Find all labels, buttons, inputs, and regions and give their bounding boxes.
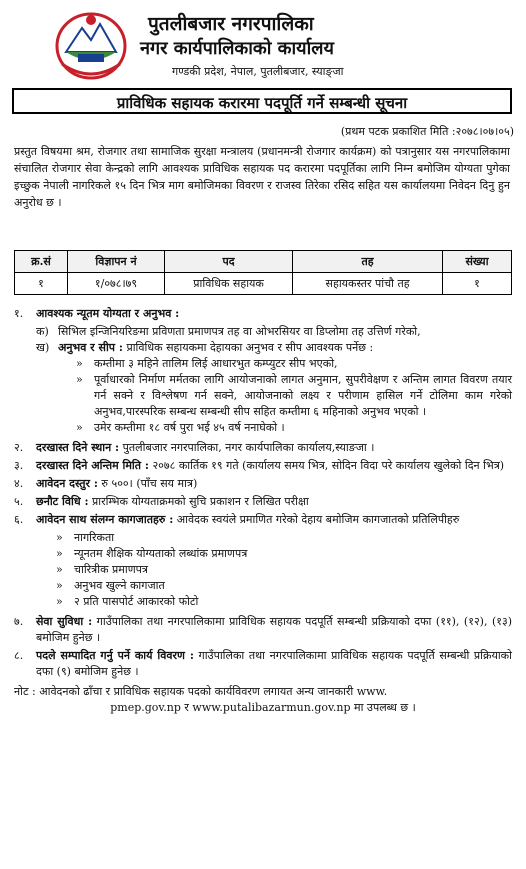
sub-label: क) [36, 325, 49, 338]
header-sn: क्र.सं [15, 251, 68, 273]
section-title: दरखास्त दिने अन्तिम मिति : [36, 459, 149, 472]
section-title: छनौट विधि : [36, 495, 89, 508]
section-title: आवेदन साथ संलग्न कागजातहरु : [36, 513, 174, 526]
section-number: १. [14, 307, 24, 320]
bullet-icon: » [76, 357, 83, 370]
footer-note [14, 684, 512, 716]
office-address: गण्डकी प्रदेश, नेपाल, पुतलीबजार, स्याङ्जा [172, 65, 344, 78]
section-number: ४. [14, 477, 24, 490]
municipality-name: पुतलीबजार नगरपालिका [148, 13, 314, 35]
published-date: (प्रथम पटक प्रकाशित मिति :२०७८।०७।०५) [340, 125, 514, 138]
list-item [56, 530, 512, 546]
sub-text: प्राविधिक सहायकमा देहायका अनुभव र सीप आवश्यक पर्नेछ : [122, 341, 374, 354]
section-text: २०७८ कार्तिक १९ गते (कार्यालय समय भित्र, सोदिन विदा परे कार्यालय खुलेको दिन भित्र) [148, 459, 505, 472]
header-ad-no: विज्ञापन नं [68, 251, 165, 273]
section-number: ३. [14, 459, 24, 472]
section-documents [14, 512, 512, 528]
section-facilities [14, 614, 512, 646]
bullet-icon: » [76, 373, 83, 386]
section-fee [14, 476, 512, 492]
intro-paragraph: प्रस्तुत विषयमा श्रम, रोजगार तथा सामाजिक सुरक्षा मन्त्रालय (प्रधानमन्त्री रोजगार कार्यक्रम) को पत्रानुसार यस नगरपालिकामा संचालित रोजगार सेवा केन्द्रको लागि आवश्यक प्राविधिक सहायक पद करारमा पदपूर्तिका लागि निम्न बमोजिम योग्यता पुगेका इच्छुक नेपाली नागरिकले १५ दिन भित्र माग बमोजिमका विवरण र राजस्व तिरेका रसिद सहित यस कार्यालयमा निवेदन दिनु हुन अनुरोध छ । [14, 145, 510, 209]
list-item-text: उमेर कम्तीमा १८ वर्ष पुरा भई ४५ वर्ष ननाघेको । [94, 421, 285, 434]
section-title: सेवा सुविधा : [36, 615, 93, 628]
section-text: गाउँपालिका तथा नगरपालिकामा प्राविधिक सहायक पदपूर्ति सम्बन्धी प्रक्रियाको दफा (११), (१२), (१३) बमोजिम हुनेछ । [36, 615, 512, 644]
cell-sn: १ [15, 273, 68, 295]
bullet-icon: » [56, 531, 63, 544]
list-item [56, 594, 512, 610]
list-item [56, 562, 512, 578]
bullet-icon: » [56, 595, 63, 608]
section-title: आवश्यक न्यूतम योग्यता र अनुभव : [36, 307, 180, 320]
office-name: नगर कार्यपालिकाको कार्यालय [140, 38, 334, 59]
section-text: पुतलीबजार नगरपालिका, नगर कार्यपालिका कार्यालय,स्याङजा । [119, 441, 375, 454]
list-item-text: अनुभव खुल्ने कागजात [74, 579, 165, 592]
qualification-b [36, 340, 512, 356]
table-header-row [15, 251, 512, 273]
section-text: रु ५००। (पाँच सय मात्र) [97, 477, 198, 490]
section-number: ७. [14, 615, 24, 628]
list-item-text: नागरिकता [74, 531, 115, 544]
section-number: ८. [14, 649, 24, 662]
note-line-1: नोट : आवेदनको ढाँचा र प्राविधिक सहायक पदको कार्यविवरण लगायत अन्य जानकारी www. [14, 685, 388, 698]
section-title: आवेदन दस्तुर : [36, 477, 98, 490]
section-number: २. [14, 441, 24, 454]
section-job-description [14, 648, 512, 680]
list-item [56, 578, 512, 594]
sub-title: अनुभव र सीप : [58, 341, 123, 354]
note-line-2: pmep.gov.np र www.putalibazarmun.gov.np मा उपलब्ध छ । [110, 701, 416, 714]
section-text: प्रारम्भिक योग्यताक्रमको सुचि प्रकाशन र लिखित परीक्षा [88, 495, 309, 508]
vacancy-table [14, 250, 512, 295]
section-location [14, 440, 512, 456]
section-qualification [14, 306, 512, 322]
list-item-text: पूर्वाधारको निर्माण मर्मतका लागि आयोजनाको लागत अनुमान, सुपरीवेक्षण र अन्तिम लागत विवरण तयार गर्न सक्ने र विश्लेषण गर्न सक्ने, आयोजनाको लक्ष्य र परीणाम हासिल गर्ने टोलिमा काम गरेको अनुभव,पारस्परिक सम्बन्ध सम्बन्धी सीप सहित कम्तीमा ६ महिनाको अनुभव भएको । [94, 373, 512, 418]
bullet-icon: » [56, 547, 63, 560]
section-number: ६. [14, 513, 24, 526]
sub-label: ख) [36, 341, 50, 354]
cell-post: प्राविधिक सहायक [165, 273, 293, 295]
sub-text: सिभिल इन्जिनियरिङमा प्रविणता प्रमाणपत्र तह वा ओभरसियर वा डिप्लोमा तह उत्तिर्ण गरेको, [58, 325, 421, 338]
bullet-icon: » [76, 421, 83, 434]
section-text: आवेदक स्वयंले प्रमाणित गरेको देहाय बमोजिम कागजातको प्रतिलिपीहरु [173, 513, 460, 526]
list-item-text: न्यूनतम शैक्षिक योग्यताको लब्धांक प्रमाणपत्र [74, 547, 248, 560]
notice-title: प्राविधिक सहायक करारमा पदपूर्ति गर्ने सम्बन्धी सूचना [12, 88, 512, 114]
qualification-a [36, 324, 512, 340]
list-item [76, 420, 512, 436]
cell-ad-no: १/०७८।७९ [68, 273, 165, 295]
list-item [56, 546, 512, 562]
letterhead [0, 0, 526, 88]
cell-level: सहायकस्तर पांचौ तह [293, 273, 443, 295]
nepal-emblem-icon [52, 6, 130, 82]
header-level: तह [293, 251, 443, 273]
notice-body [14, 306, 512, 716]
section-selection [14, 494, 512, 510]
section-text: गाउँपालिका तथा नगरपालिकामा प्राविधिक सहायक पदपूर्ति सम्बन्धी प्रक्रियाको दफा (९) बमोजिम हुनेछ । [36, 649, 512, 678]
list-item-text: कम्तीमा ३ महिने तालिम लिई आधारभुत कम्प्युटर सीप भएको, [94, 357, 338, 370]
header-post: पद [165, 251, 293, 273]
section-deadline [14, 458, 512, 474]
section-number: ५. [14, 495, 24, 508]
bullet-icon: » [56, 563, 63, 576]
bullet-icon: » [56, 579, 63, 592]
header-count: संख्या [443, 251, 512, 273]
list-item [76, 372, 512, 420]
section-title: पदले सम्पादित गर्नु पर्ने कार्य विवरण : [36, 649, 194, 662]
list-item-text: २ प्रति पासपोर्ट आकारको फोटो [74, 595, 199, 608]
cell-count: १ [443, 273, 512, 295]
list-item [76, 356, 512, 372]
table-row [15, 273, 512, 295]
list-item-text: चारित्रीक प्रमाणपत्र [74, 563, 149, 576]
section-title: दरखास्त दिने स्थान : [36, 441, 120, 454]
